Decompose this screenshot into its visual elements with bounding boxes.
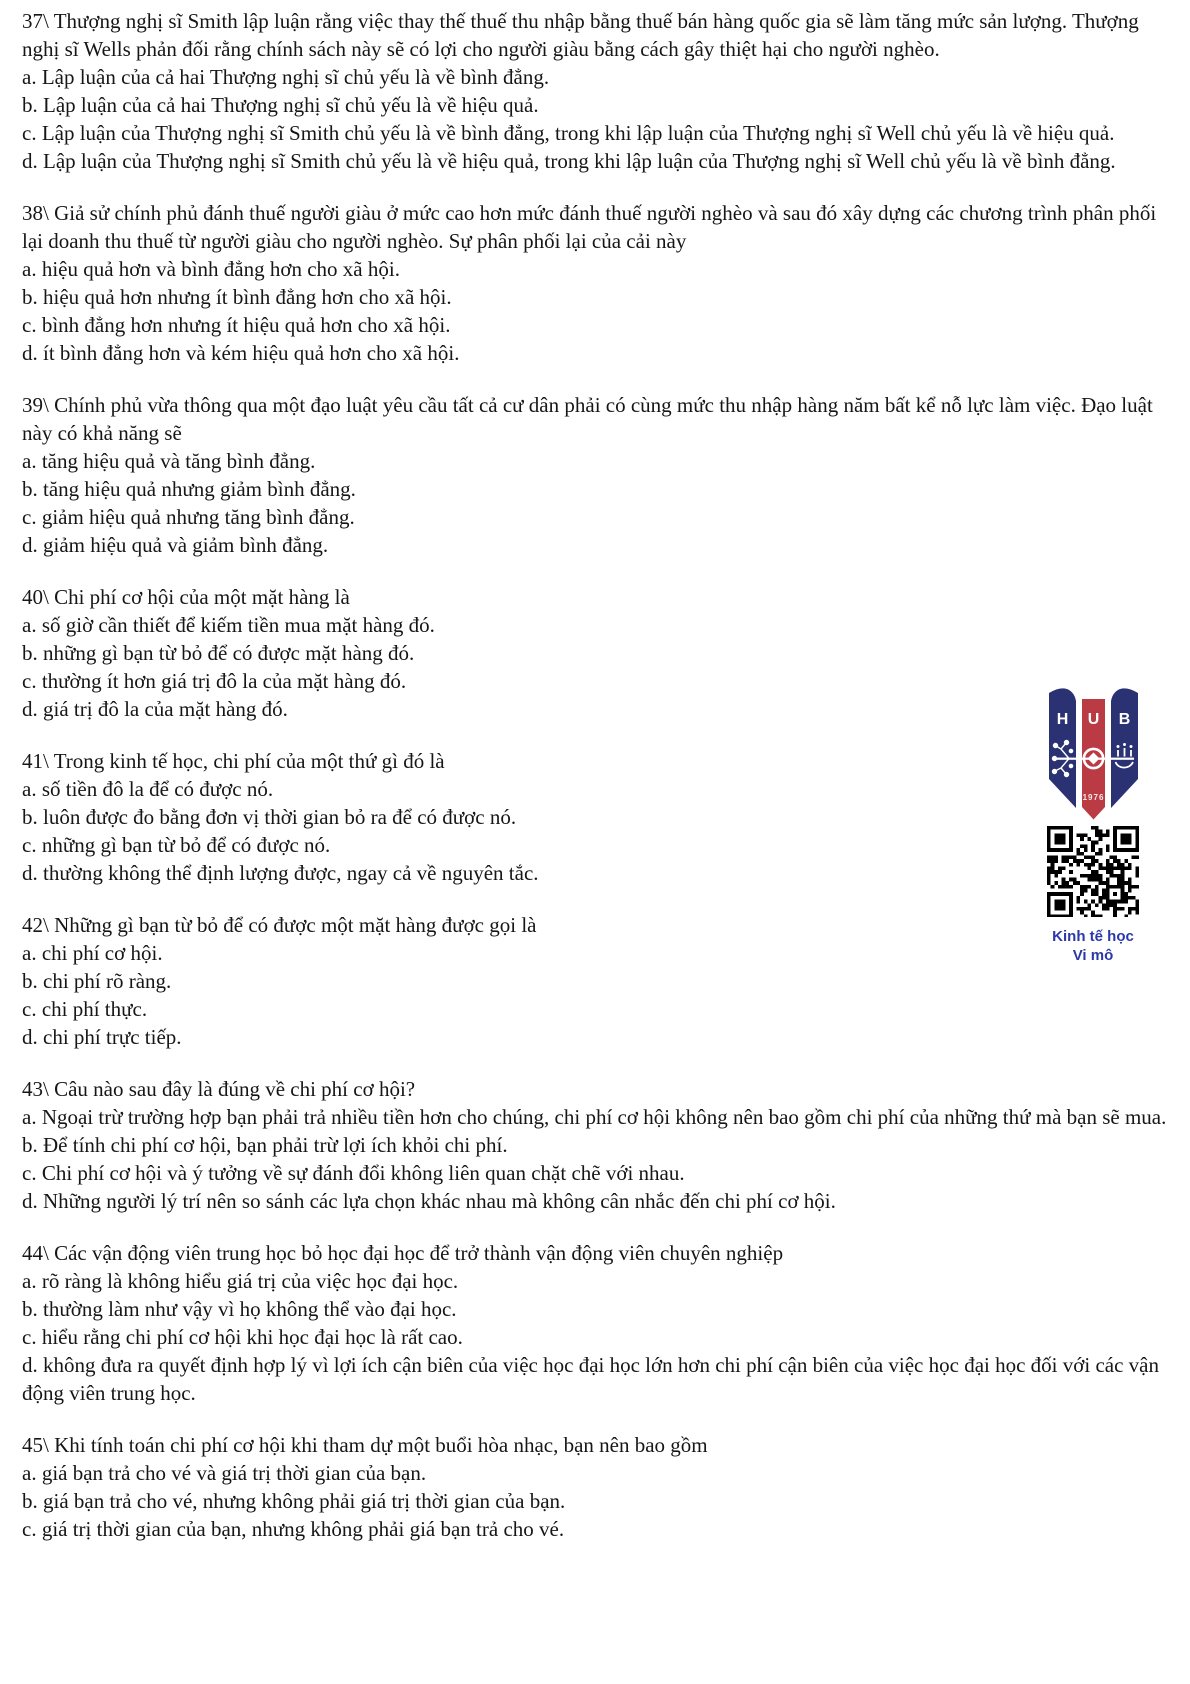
question-stem: 38\ Giả sử chính phủ đánh thuế người giàu ở mức cao hơn mức đánh thuế người nghèo và sau đó xây dựng các chương trình phân phối lại doanh thu thuế từ người giàu cho người nghèo. Sự phân phối lại của cải này — [22, 201, 1157, 253]
hub-university-logo-icon — [1049, 687, 1138, 821]
question-stem: 41\ Trong kinh tế học, chi phí của một thứ gì đó là — [22, 749, 445, 773]
answer-option: a. số tiền đô la để có được nó. — [22, 777, 274, 801]
question-stem: 44\ Các vận động viên trung học bỏ học đại học để trở thành vận động viên chuyên nghiệp — [22, 1241, 784, 1265]
answer-option: c. chi phí thực. — [22, 997, 148, 1021]
answer-option: c. hiểu rằng chi phí cơ hội khi học đại học là rất cao. — [22, 1325, 463, 1349]
question-block — [22, 199, 1172, 367]
course-badge — [1045, 687, 1141, 965]
question-stem: 39\ Chính phủ vừa thông qua một đạo luật yêu cầu tất cả cư dân phải có cùng mức thu nhập hàng năm bất kể nỗ lực làm việc. Đạo luật này có khả năng sẽ — [22, 393, 1153, 445]
answer-option: b. Để tính chi phí cơ hội, bạn phải trừ lợi ích khỏi chi phí. — [22, 1133, 508, 1157]
answer-option: a. Lập luận của cả hai Thượng nghị sĩ chủ yếu là về bình đẳng. — [22, 65, 550, 89]
question-stem: 40\ Chi phí cơ hội của một mặt hàng là — [22, 585, 350, 609]
course-caption-line1: Kinh tế học — [1052, 928, 1134, 945]
answer-option: b. Lập luận của cả hai Thượng nghị sĩ chủ yếu là về hiệu quả. — [22, 93, 539, 117]
answer-option: b. giá bạn trả cho vé, nhưng không phải giá trị thời gian của bạn. — [22, 1489, 566, 1513]
answer-option: c. Lập luận của Thượng nghị sĩ Smith chủ yếu là về bình đẳng, trong khi lập luận của Thượng nghị sĩ Well chủ yếu là về hiệu quả. — [22, 121, 1115, 145]
answer-option: c. thường ít hơn giá trị đô la của mặt hàng đó. — [22, 669, 407, 693]
answer-option: d. không đưa ra quyết định hợp lý vì lợi ích cận biên của việc học đại học lớn hơn chi phí cận biên của việc học đại học đối với các vận động viên trung học. — [22, 1353, 1159, 1405]
logo-letter-u: U — [1087, 711, 1099, 728]
questions-list — [22, 7, 1172, 1567]
answer-option: c. những gì bạn từ bỏ để có được nó. — [22, 833, 331, 857]
answer-option: d. thường không thể định lượng được, ngay cả về nguyên tắc. — [22, 861, 539, 885]
qr-code — [1047, 826, 1139, 917]
answer-option: a. hiệu quả hơn và bình đẳng hơn cho xã hội. — [22, 257, 400, 281]
answer-option: c. bình đẳng hơn nhưng ít hiệu quả hơn cho xã hội. — [22, 313, 451, 337]
course-caption-line2: Vi mô — [1072, 947, 1114, 964]
course-caption — [1052, 927, 1134, 965]
answer-option: c. giảm hiệu quả nhưng tăng bình đẳng. — [22, 505, 355, 529]
question-stem: 43\ Câu nào sau đây là đúng về chi phí cơ hội? — [22, 1077, 416, 1101]
question-block — [22, 1075, 1172, 1215]
answer-option: a. Ngoại trừ trường hợp bạn phải trả nhiều tiền hơn cho chúng, chi phí cơ hội không nên bao gồm chi phí của những thứ mà bạn sẽ mua. — [22, 1105, 1167, 1129]
answer-option: d. chi phí trực tiếp. — [22, 1025, 182, 1049]
answer-option: d. giá trị đô la của mặt hàng đó. — [22, 697, 288, 721]
answer-option: b. những gì bạn từ bỏ để có được mặt hàng đó. — [22, 641, 415, 665]
answer-option: b. hiệu quả hơn nhưng ít bình đẳng hơn cho xã hội. — [22, 285, 452, 309]
logo-year: 1976 — [1082, 793, 1104, 802]
question-block — [22, 391, 1172, 559]
question-block — [22, 1431, 1172, 1543]
question-block — [22, 747, 1172, 887]
answer-option: d. Lập luận của Thượng nghị sĩ Smith chủ yếu là về hiệu quả, trong khi lập luận của Thượng nghị sĩ Well chủ yếu là về bình đẳng. — [22, 149, 1116, 173]
question-stem: 42\ Những gì bạn từ bỏ để có được một mặt hàng được gọi là — [22, 913, 537, 937]
answer-option: b. chi phí rõ ràng. — [22, 969, 172, 993]
answer-option: d. Những người lý trí nên so sánh các lựa chọn khác nhau mà không cân nhắc đến chi phí cơ hội. — [22, 1189, 836, 1213]
answer-option: c. giá trị thời gian của bạn, nhưng không phải giá bạn trả cho vé. — [22, 1517, 565, 1541]
answer-option: a. số giờ cần thiết để kiếm tiền mua mặt hàng đó. — [22, 613, 435, 637]
question-block — [22, 7, 1172, 175]
question-stem: 45\ Khi tính toán chi phí cơ hội khi tham dự một buổi hòa nhạc, bạn nên bao gồm — [22, 1433, 708, 1457]
question-block — [22, 583, 1172, 723]
question-stem: 37\ Thượng nghị sĩ Smith lập luận rằng việc thay thế thuế thu nhập bằng thuế bán hàng quốc gia sẽ làm tăng mức sản lượng. Thượng nghị sĩ Wells phản đối rằng chính sách này sẽ có lợi cho người giàu bằng cách gây thiệt hại cho người nghèo. — [22, 9, 1139, 61]
answer-option: d. giảm hiệu quả và giảm bình đẳng. — [22, 533, 329, 557]
answer-option: b. tăng hiệu quả nhưng giảm bình đẳng. — [22, 477, 356, 501]
answer-option: a. chi phí cơ hội. — [22, 941, 163, 965]
answer-option: b. thường làm như vậy vì họ không thể vào đại học. — [22, 1297, 457, 1321]
answer-option: d. ít bình đẳng hơn và kém hiệu quả hơn cho xã hội. — [22, 341, 460, 365]
answer-option: b. luôn được đo bằng đơn vị thời gian bỏ ra để có được nó. — [22, 805, 517, 829]
question-block — [22, 1239, 1172, 1407]
answer-option: a. tăng hiệu quả và tăng bình đẳng. — [22, 449, 316, 473]
answer-option: a. giá bạn trả cho vé và giá trị thời gian của bạn. — [22, 1461, 427, 1485]
answer-option: c. Chi phí cơ hội và ý tưởng về sự đánh đổi không liên quan chặt chẽ với nhau. — [22, 1161, 685, 1185]
logo-letter-h: H — [1056, 711, 1068, 728]
question-block — [22, 911, 1172, 1051]
answer-option: a. rõ ràng là không hiểu giá trị của việc học đại học. — [22, 1269, 459, 1293]
logo-letter-b: B — [1118, 711, 1130, 728]
